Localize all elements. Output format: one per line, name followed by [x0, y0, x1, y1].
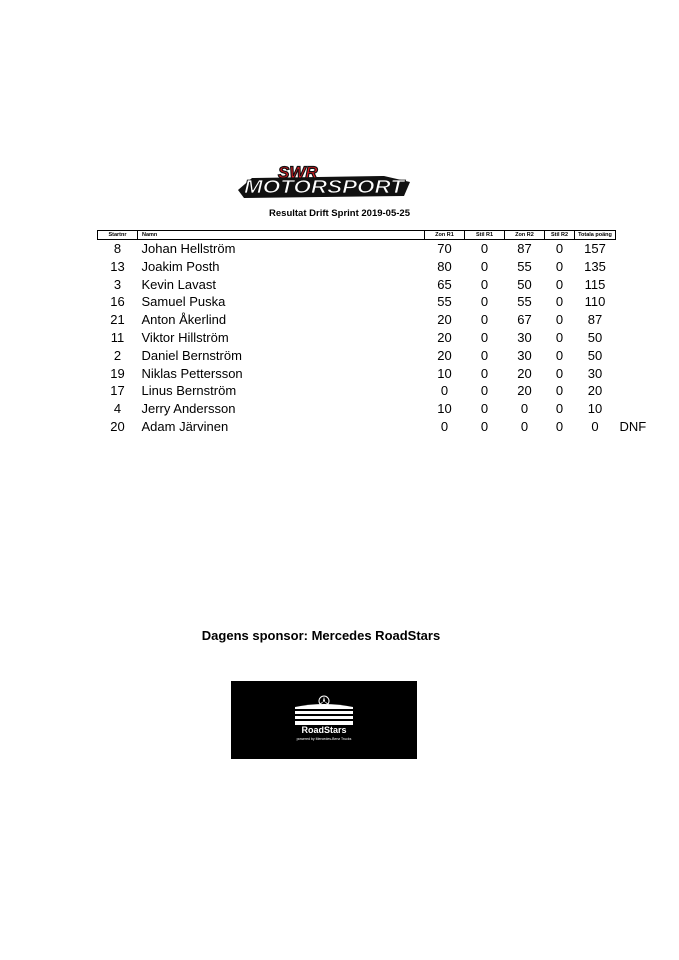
results-title: Resultat Drift Sprint 2019-05-25	[269, 208, 410, 219]
zon-r1-cell: 80	[437, 258, 452, 274]
svg-text:SWR: SWR	[278, 163, 318, 182]
stil-r2-cell: 0	[555, 401, 564, 417]
total-cell: 87	[587, 312, 603, 328]
stil-r2-cell: 0	[555, 294, 564, 310]
table-header-row	[98, 231, 650, 240]
name-cell: Kevin Lavast	[141, 276, 216, 292]
zon-r2-cell: 20	[517, 365, 532, 381]
startnr-cell: 8	[113, 241, 122, 256]
stil-r2-cell: 0	[555, 383, 564, 399]
total-cell: 50	[587, 347, 603, 363]
zon-r1-cell: 55	[437, 294, 452, 310]
table-row	[98, 258, 650, 276]
zon-r1-cell: 65	[437, 276, 452, 292]
name-cell: Joakim Posth	[141, 258, 220, 274]
zon-r2-cell: 67	[517, 312, 532, 328]
table-row	[98, 400, 650, 418]
name-cell: Johan Hellström	[141, 241, 236, 256]
startnr-cell: 11	[110, 329, 125, 345]
table-row	[98, 240, 650, 258]
note-cell	[616, 365, 650, 383]
zon-r2-cell: 50	[517, 276, 532, 292]
total-cell: 0	[591, 418, 599, 434]
stil-r1-cell: 0	[480, 312, 489, 328]
stil-r1-cell: 0	[480, 418, 489, 434]
stil-r2-cell: 0	[555, 418, 564, 434]
note-cell	[616, 311, 650, 329]
roadstars-logo	[231, 681, 417, 759]
zon-r1-cell: 0	[440, 418, 449, 434]
zon-r1-cell: 20	[437, 329, 452, 345]
startnr-cell: 20	[110, 418, 125, 434]
roadstars-name: RoadStars	[301, 725, 347, 735]
startnr-cell: 2	[113, 347, 122, 363]
stil-r1-cell: 0	[480, 276, 489, 292]
total-cell: 135	[584, 258, 606, 274]
stil-r1-cell: 0	[480, 347, 489, 363]
startnr-cell: 3	[113, 276, 122, 292]
zon-r2-cell: 55	[517, 294, 532, 310]
total-cell: 157	[584, 241, 606, 256]
stil-r1-cell: 0	[480, 329, 489, 345]
header-startnr: Startnr	[98, 231, 138, 240]
table-row	[98, 276, 650, 294]
note-cell	[616, 329, 650, 347]
name-cell: Adam Järvinen	[141, 418, 229, 434]
stil-r1-cell: 0	[480, 258, 489, 274]
startnr-cell: 17	[110, 383, 125, 399]
total-cell: 50	[587, 329, 603, 345]
zon-r1-cell: 0	[440, 383, 449, 399]
total-cell: 10	[587, 401, 603, 417]
stil-r1-cell: 0	[480, 241, 489, 256]
stil-r2-cell: 0	[555, 312, 564, 328]
table-row	[98, 365, 650, 383]
note-cell	[616, 293, 650, 311]
stil-r2-cell: 0	[555, 241, 564, 256]
zon-r2-cell: 0	[520, 401, 529, 417]
table-row	[98, 382, 650, 400]
zon-r1-cell: 20	[437, 312, 452, 328]
zon-r2-cell: 0	[520, 418, 529, 434]
note-cell	[616, 276, 650, 294]
stil-r1-cell: 0	[480, 401, 489, 417]
startnr-cell: 16	[110, 294, 125, 310]
total-cell: 110	[584, 294, 606, 310]
total-cell: 115	[584, 276, 606, 292]
header-total: Totala poäng	[575, 231, 616, 240]
stil-r1-cell: 0	[480, 383, 489, 399]
zon-r1-cell: 70	[437, 241, 452, 256]
header-stil-r2: Stil R2	[545, 231, 575, 240]
zon-r1-cell: 10	[437, 401, 452, 417]
stil-r2-cell: 0	[555, 329, 564, 345]
note-cell	[616, 347, 650, 365]
stil-r2-cell: 0	[555, 347, 564, 363]
zon-r2-cell: 87	[517, 241, 532, 256]
zon-r1-cell: 10	[437, 365, 452, 381]
stil-r2-cell: 0	[555, 365, 564, 381]
startnr-cell: 21	[110, 312, 125, 328]
swr-motorsport-logo	[234, 160, 414, 200]
stil-r2-cell: 0	[555, 258, 564, 274]
results-table	[97, 230, 650, 436]
svg-text:MOTORSPORT: MOTORSPORT	[244, 177, 407, 197]
stil-r1-cell: 0	[480, 294, 489, 310]
header-zon-r1: Zon R1	[425, 231, 465, 240]
roadstars-subtitle: powered by Mercedes-Benz Trucks	[296, 737, 352, 741]
table-row	[98, 293, 650, 311]
stil-r2-cell: 0	[555, 276, 564, 292]
name-cell: Viktor Hillström	[141, 329, 229, 345]
startnr-cell: 19	[110, 365, 125, 381]
name-cell: Samuel Puska	[141, 294, 226, 310]
name-cell: Jerry Andersson	[141, 401, 236, 417]
table-row	[98, 347, 650, 365]
name-cell: Niklas Pettersson	[141, 365, 243, 381]
header-name: Namn	[138, 231, 425, 240]
zon-r2-cell: 55	[517, 258, 532, 274]
zon-r2-cell: 30	[517, 329, 532, 345]
startnr-cell: 4	[113, 401, 122, 417]
name-cell: Daniel Bernström	[141, 347, 242, 363]
zon-r2-cell: 20	[517, 383, 532, 399]
table-row	[98, 418, 650, 436]
name-cell: Anton Åkerlind	[141, 312, 227, 328]
stil-r1-cell: 0	[480, 365, 489, 381]
note-cell	[616, 258, 650, 276]
header-zon-r2: Zon R2	[505, 231, 545, 240]
note-cell: DNF	[619, 418, 647, 434]
mercedes-star-icon	[293, 695, 355, 727]
table-row	[98, 329, 650, 347]
startnr-cell: 13	[110, 258, 125, 274]
note-cell	[616, 240, 650, 258]
note-cell	[616, 400, 650, 418]
sponsor-text: Dagens sponsor: Mercedes RoadStars	[201, 628, 441, 643]
name-cell: Linus Bernström	[141, 383, 237, 399]
table-row	[98, 311, 650, 329]
zon-r2-cell: 30	[517, 347, 532, 363]
total-cell: 20	[587, 383, 603, 399]
note-cell	[616, 382, 650, 400]
total-cell: 30	[587, 365, 603, 381]
header-stil-r1: Stil R1	[465, 231, 505, 240]
zon-r1-cell: 20	[437, 347, 452, 363]
